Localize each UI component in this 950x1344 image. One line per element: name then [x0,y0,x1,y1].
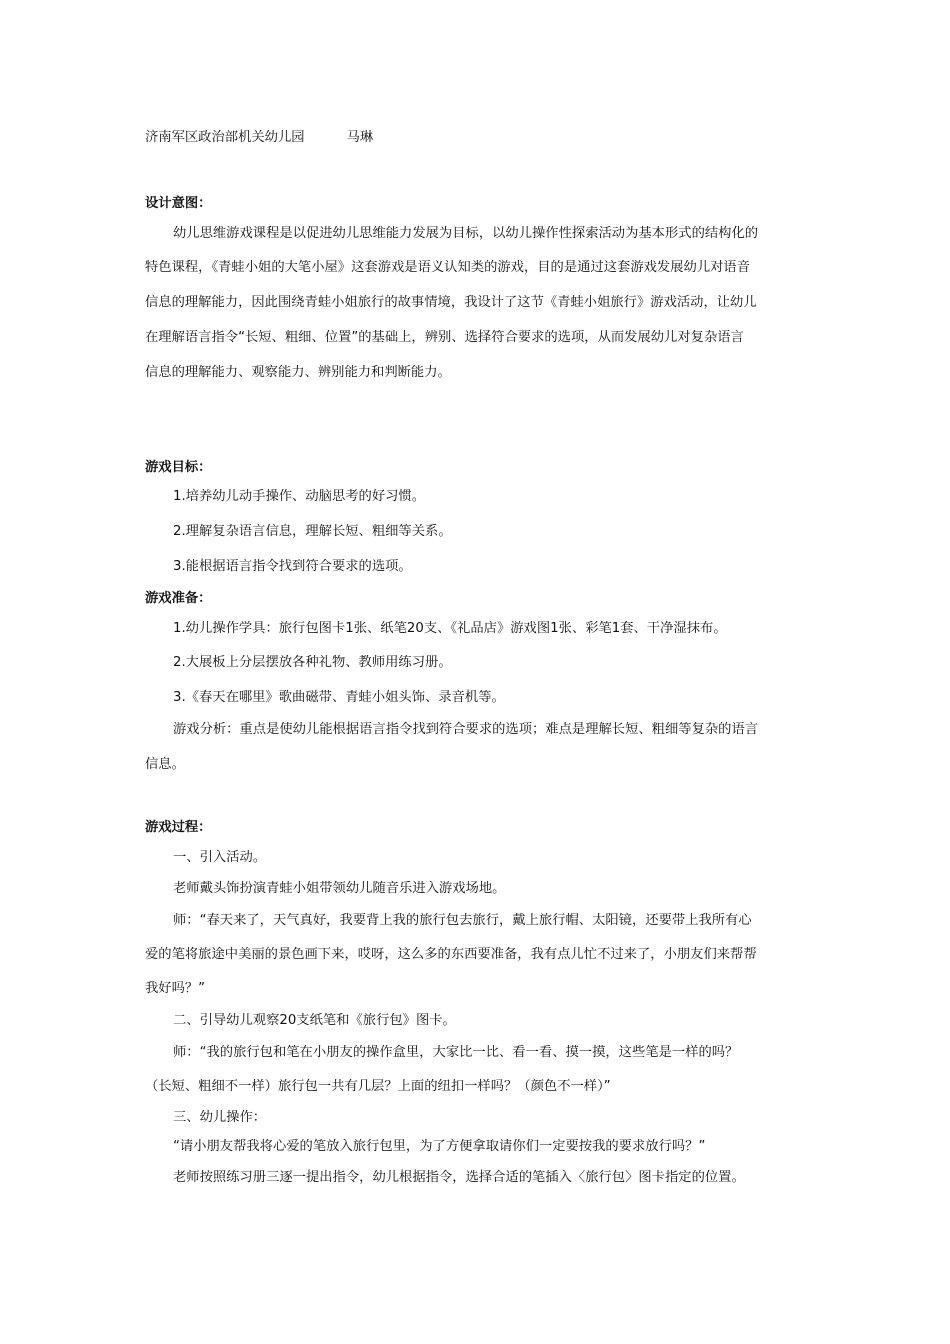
process-line: “请小朋友帮我将心爱的笔放入旅行包里，为了方便拿取请你们一定要按我的要求放行吗？” [173,1139,706,1154]
paragraph-line: 在理解语言指令“长短、粗细、位置”的基础上，辨别、选择符合要求的选项，从而发展幼儿对复杂语言 [145,330,744,345]
goal-item: 1.培养幼儿动手操作、动脑思考的好习惯。 [173,489,426,504]
preparation-item: 1.幼儿操作学具：旅行包图卡1张、纸笔20支、《礼品店》游戏图1张、彩笔1套、干净湿抹布。 [173,621,727,636]
preparation-item: 2.大展板上分层摆放各种礼物、教师用练习册。 [173,655,452,670]
goal-item: 2.理解复杂语言信息，理解长短、粗细等关系。 [173,524,452,539]
author-name: 马琳 [346,130,374,145]
process-heading: 游戏过程： [145,820,212,835]
org-name: 济南军区政治部机关幼儿园 [145,130,305,145]
process-line: 我好吗？” [145,981,206,996]
preparation-item: 3.《春天在哪里》歌曲磁带、青蛙小姐头饰、录音机等。 [173,690,505,705]
process-line: 三、幼儿操作： [173,1110,267,1125]
preparation-heading: 游戏准备： [145,591,212,606]
paragraph-line: 信息的理解能力，因此围绕青蛙小姐旅行的故事情境，我设计了这节《青蛙小姐旅行》游戏活动，让幼儿 [145,295,757,310]
goals-heading: 游戏目标： [145,460,212,475]
process-line: 一、引入活动。 [173,850,267,865]
process-line: （长短、粗细不一样）旅行包一共有几层？上面的纽扣一样吗？（颜色不一样）” [145,1079,611,1094]
analysis-line: 信息。 [145,757,185,772]
process-line: 师：“我的旅行包和笔在小朋友的操作盒里，大家比一比、看一看、摸一摸，这些笔是一样的吗？ [173,1045,739,1060]
paragraph-line: 特色课程，《青蛙小姐的大笔小屋》这套游戏是语义认知类的游戏，目的是通过这套游戏发展幼儿对语音 [145,260,751,275]
analysis-line: 游戏分析：重点是使幼儿能根据语言指令找到符合要求的选项；难点是理解长短、粗细等复杂的语言 [173,722,759,737]
design-intent-heading: 设计意图： [145,196,212,211]
paragraph-line: 信息的理解能力、观察能力、辨别能力和判断能力。 [145,365,451,380]
header-line [145,128,373,148]
process-line: 老师戴头饰扮演青蛙小姐带领幼儿随音乐进入游戏场地。 [173,881,506,896]
paragraph-line: 幼儿思维游戏课程是以促进幼儿思维能力发展为目标，以幼儿操作性探索活动为基本形式的结构化的 [173,226,759,241]
goal-item: 3.能根据语言指令找到符合要求的选项。 [173,559,412,574]
process-line: 师：“春天来了，天气真好，我要背上我的旅行包去旅行，戴上旅行帽、太阳镜，还要带上我所有心 [173,913,752,928]
process-line: 二、引导幼儿观察20支纸笔和《旅行包》图卡。 [173,1013,456,1028]
process-line: 爱的笔将旅途中美丽的景色画下来，哎呀，这么多的东西要准备，我有点儿忙不过来了，小朋友们来帮帮 [145,947,757,962]
process-line: 老师按照练习册三逐一提出指令，幼儿根据指令，选择合适的笔插入〈旅行包〉图卡指定的位置。 [173,1170,745,1185]
